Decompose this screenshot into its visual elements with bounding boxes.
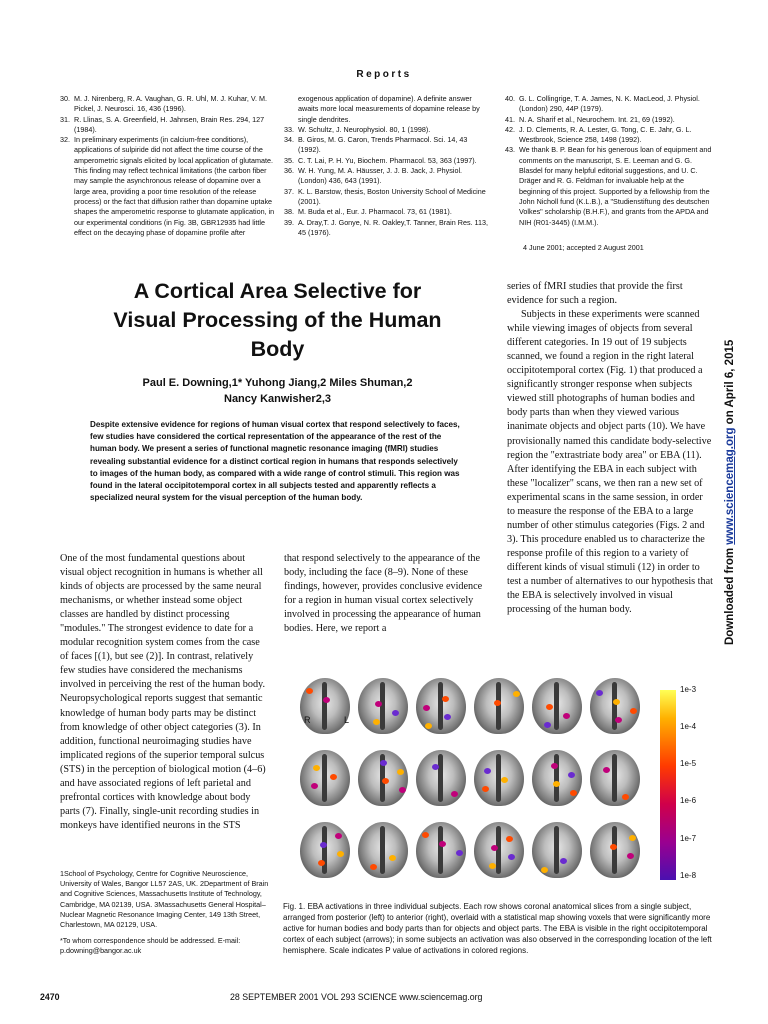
body-paragraph: series of fMRI studies that provide the first evidence for such a region. [507, 281, 683, 307]
scale-tick-label: 1e-5 [680, 759, 697, 768]
references-column-1 [60, 94, 278, 238]
figure-caption: Fig. 1. EBA activations in three individual subjects. Each row shows coronal anatomical slices from a single subject, arranged from posterior (left) to anterior (right), overlaid with a statistical map showing voxels that were significantly more active for human bodies and body parts than for objects and object parts. The EBA is visible in the right occipitotemporal cortex of each subject (arrows); in some subjects an activation was also observed in the corresponding location of the left hemisphere. Scale indicates P value of activations in colored regions. [283, 902, 712, 955]
scale-tick-label: 1e-3 [680, 685, 697, 694]
received-date: 4 June 2001; accepted 2 August 2001 [523, 243, 644, 252]
brain-slice-image [416, 750, 466, 806]
body-column-3 [507, 280, 713, 617]
reference-item: 35. C. T. Lai, P. H. Yu, Biochem. Pharmacol. 53, 363 (1997). [284, 155, 477, 165]
reference-item: 43. We thank B. P. Bean for his generous loan of equipment and comments on the manuscript, S. E. Leeman and G. G. Blasdel for many helpful editorial suggestions, and U. C. Dräger and R. G. Feldman for invaluable help at the beginning of this project. Supported by a fellowship from the John Nicholl fund (K.L.B.), a "Studienstiftung des deutschen Volkes" scholarship (B.H.F.), and grants from the APDA and NIH (R01-3445) (I.M.M.). [505, 145, 712, 227]
brain-slice-image [474, 822, 524, 878]
author-line: Paul E. Downing,1* Yuhong Jiang,2 Miles Shuman,2 [142, 377, 413, 389]
references-column-2 [284, 94, 492, 238]
brain-slice-image [358, 822, 408, 878]
issue-info: 28 SEPTEMBER 2001 VOL 293 SCIENCE www.sciencemag.org [230, 992, 483, 1002]
article-title: A Cortical Area Selective for Visual Processing of the Human Body [113, 279, 442, 361]
reference-item: 38. M. Buda et al., Eur. J. Pharmacol. 73, 61 (1981). [284, 207, 452, 217]
reference-item: 31. R. Llinas, S. A. Greenfield, H. Jahnsen, Brain Res. 294, 127 (1984). [60, 114, 265, 134]
reference-item: 40. G. L. Collingrige, T. A. James, N. K. MacLeod, J. Physiol. (London) 290, 44P (1979). [505, 94, 700, 114]
download-notice [724, 339, 742, 645]
brain-slice-image [300, 750, 350, 806]
reference-item: 42. J. D. Clements, R. A. Lester, G. Tong, C. E. Jahr, G. L. Westbrook, Science 258, 1498 (1992). [505, 124, 692, 145]
sciencemag-link[interactable]: www.sciencemag.org [724, 427, 736, 545]
reference-item: 37. K. L. Barstow, thesis, Boston University School of Medicine (2001). [284, 186, 486, 206]
brain-slice-image [300, 678, 350, 734]
scale-tick-label: 1e-8 [680, 871, 697, 880]
reference-item: 30. M. J. Nirenberg, R. A. Vaughan, G. R. Uhl, M. J. Kuhar, V. M. Pickel, J. Neurosci. 16, 436 (1996). [60, 94, 267, 114]
reference-item: 41. N. A. Sharif et al., Neurochem. Int. 21, 69 (1992). [505, 114, 675, 124]
brain-slice-image [590, 750, 640, 806]
brain-slice-image [416, 822, 466, 878]
abstract: Despite extensive evidence for regions of human visual cortex that respond selectively to faces, few studies have considered the cortical representation of the appearance of the rest of the human body. We present a series of functional magnetic resonance imaging (fMRI) studies revealing substantial evidence for a distinct cortical region in humans that responds selectively to images of the human body, as compared with a wide range of control stimuli. This region was found in the lateral occipitotemporal cortex in all subjects tested and apparently reflects a specialized neural system for the visual perception of the human body. [90, 420, 460, 503]
brain-slice-image [416, 678, 466, 734]
pvalue-color-scale [660, 690, 676, 880]
affiliation-text: 1School of Psychology, Centre for Cognitive Neuroscience, University of Wales, Bangor LL57 2AS, UK. 2Department of Brain and Cognitive Sciences, Massachusetts Institute of Technology, Cambridge, MA 02139, USA. 3Massachusetts General Hospital–Nuclear Magnetic Resonance Imaging Center, 149 13th Street, Charlestown, MA 02129, USA. [60, 869, 269, 930]
brain-slice-image [590, 678, 640, 734]
brain-slice-image [300, 822, 350, 878]
references-column-3 [505, 94, 715, 228]
brain-slice-image [474, 678, 524, 734]
scale-tick-label: 1e-7 [680, 834, 697, 843]
brain-slice-image [358, 678, 408, 734]
body-paragraph: One of the most fundamental questions about visual object recognition in humans is whether all kinds of objects are processed by the same neural mechanisms, or whether instead some object classes are handled by distinct processing "modules." The strongest evidence to date for a modular recognition system comes from the case of faces [(1), but see (2)]. In contrast, relatively few studies have considered the mechanisms involved in perceiving the rest of the human body. Neuropsychological reports suggest that semantic knowledge of human body parts may be distinct from knowledge of other object categories (3). In addition, functional neuroimaging studies have implicated regions of the superior temporal sulcus (STS) in the perception of biological motion (4–6) and have associated regions of left parietal and prefrontal cortices with knowledge about body parts (7). Finally, single-unit recording studies in monkeys have identified neurons in the STS [60, 553, 266, 831]
scale-tick-label: 1e-4 [680, 722, 697, 731]
reference-item: 34. B. Giros, M. G. Caron, Trends Pharmacol. Sci. 14, 43 (1992). [284, 135, 468, 155]
scale-tick-label: 1e-6 [680, 796, 697, 805]
body-column-2 [284, 552, 492, 636]
figure-1 [292, 668, 712, 898]
hemisphere-label-right: R [304, 715, 311, 725]
affiliations [60, 869, 270, 957]
author-list [100, 375, 455, 407]
section-header: Reports [356, 69, 412, 80]
brain-slice-image [532, 678, 582, 734]
body-paragraph: Subjects in these experiments were scanned while viewing images of objects from several different categories. In 19 out of 19 subjects scanned, we found a region in the right lateral occipitotemporal cortex (Fig. 1) that produced a significantly stronger response when subjects viewed still photographs of human bodies and body parts than when they viewed various inanimate objects and object parts (10). We have provisionally named this candidate body-selective region the "extrastriate body area" or EBA (11). After identifying the EBA in each subject with these "localizer" scans, we then ran a new set of experimental scans in the same session, in order to measure the response of the EBA to a large number of other stimulus categories (Figs. 2 and 3). This procedure enabled us to characterize the response profile of this region to a variety of different kinds of visual stimuli (12) in order to test a number of alternatives to our hypothesis that the EBA is selectively involved in visual processing of the human body. [507, 309, 713, 616]
brain-slice-image [532, 822, 582, 878]
reference-item: 36. W. H. Yung, M. A. Häusser, J. J. B. Jack, J. Physiol. (London) 436, 643 (1991). [284, 166, 463, 186]
body-column-1 [60, 552, 268, 833]
download-prefix: Downloaded from [724, 544, 736, 645]
body-paragraph: that respond selectively to the appearance of the body, including the face (8–9). None of these findings, however, provides conclusive evidence for a region in human visual cortex selectively involved in processing the appearance of human bodies. Here, we report a [284, 553, 483, 635]
brain-slice-image [358, 750, 408, 806]
brain-slice-image [474, 750, 524, 806]
download-suffix: on April 6, 2015 [724, 339, 736, 428]
reference-item: exogenous application of dopamine). A definite answer awaits more local measurements of dopamine release by single dendrites. [298, 94, 480, 124]
correspondence-note: *To whom correspondence should be addressed. E-mail: p.downing@bangor.ac.uk [60, 936, 241, 956]
author-line: Nancy Kanwisher2,3 [224, 393, 331, 405]
reference-item: 39. A. Dray,T. J. Gonye, N. R. Oakley,T. Tanner, Brain Res. 113, 45 (1976). [284, 217, 489, 237]
brain-slice-image [590, 822, 640, 878]
brain-slice-image [532, 750, 582, 806]
reference-item: 32. In preliminary experiments (in calcium-free conditions), applications of sulpiride did not affect the time course of the amperometric signals elicited by local application of glutamate. This finding may reflect technical limitations (the carbon fiber may sample the asynchronous release of dopamine over a large area, providing a poor time resolution of the release process) or the fact that diffusion rather than dopamine uptake shapes the amperometric response to glutamate application, in our experimental conditions (in Fig. 3B, GBR12935 had little effect on the decaying phase of dopamine profile after [60, 135, 275, 237]
reference-item: 33. W. Schultz, J. Neurophysiol. 80, 1 (1998). [284, 124, 431, 134]
hemisphere-label-left: L [344, 715, 350, 725]
page-number: 2470 [40, 992, 60, 1002]
